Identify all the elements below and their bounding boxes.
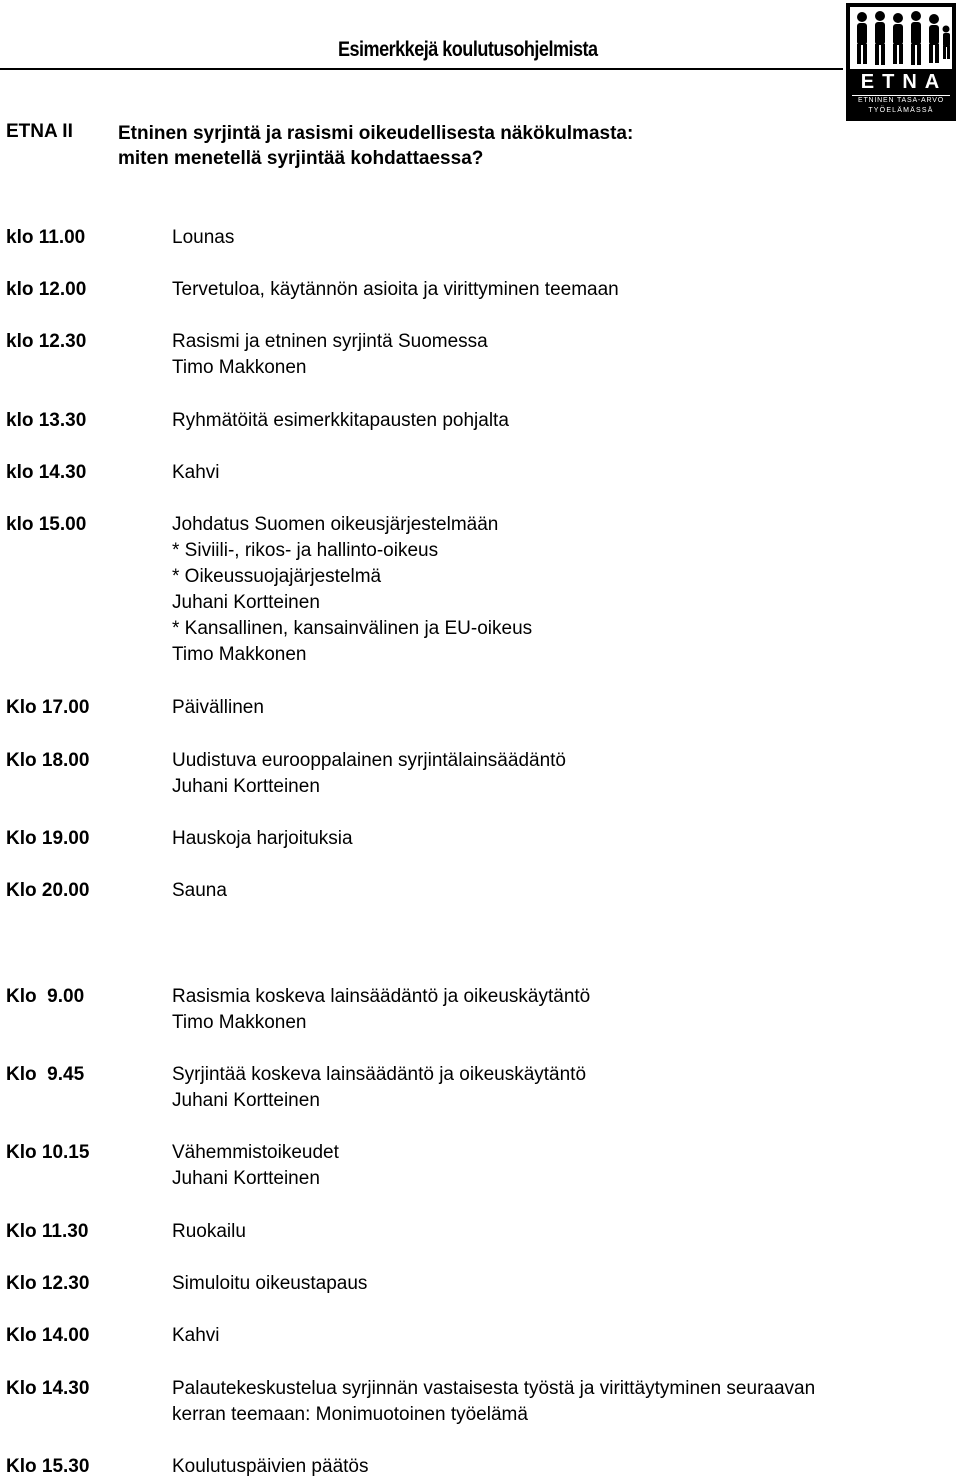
schedule-item [172,695,264,721]
logo-subtitle-1: ETNINEN TASA-ARVO [858,97,944,104]
schedule-item [172,1376,815,1428]
module-code: ETNA II [6,121,73,142]
schedule-time: Klo 11.30 [6,1221,89,1242]
schedule-item-line: Tervetuloa, käytännön asioita ja virittyminen teemaan [172,279,619,300]
schedule-item-line: Rasismi ja etninen syrjintä Suomessa [172,331,488,352]
schedule-time: Klo 12.30 [6,1273,90,1294]
schedule-item [172,512,532,668]
schedule-item [172,984,590,1036]
schedule-item [172,1140,339,1192]
schedule-item-line: Vähemmistoikeudet [172,1142,339,1163]
schedule-item-line: Johdatus Suomen oikeusjärjestelmään [172,514,499,535]
module-title [118,121,633,171]
schedule-item-line: Sauna [172,880,227,901]
schedule-item [172,460,220,486]
etna-logo [846,3,956,121]
schedule-item [172,277,619,303]
module-title-line-1: Etninen syrjintä ja rasismi oikeudellisesta näkökulmasta: [118,123,634,144]
schedule-item-line: Päivällinen [172,697,264,718]
schedule-item [172,408,509,434]
schedule-time: Klo 9.00 [6,986,85,1007]
schedule-item-line: Kahvi [172,1325,220,1346]
schedule-item-line: Kahvi [172,462,220,483]
schedule-item-line: Hauskoja harjoituksia [172,828,353,849]
schedule-item-line: Uudistuva eurooppalainen syrjintälainsäädäntö [172,750,566,771]
schedule-item [172,826,353,852]
schedule-item [172,1454,368,1480]
schedule-item-line: Palautekeskustelua syrjinnän vastaisesta työstä ja virittäytyminen seuraavan [172,1378,816,1399]
schedule-item [172,329,488,381]
schedule-time: Klo 20.00 [6,880,90,901]
schedule-item-line: Lounas [172,227,235,248]
schedule-item-line: * Kansallinen, kansainvälinen ja EU-oikeus [172,618,533,639]
schedule-item-line: Koulutuspäivien päätös [172,1456,369,1477]
schedule-time: klo 14.30 [6,462,87,483]
logo-subtitle-2: TYÖELÄMÄSSÄ [868,107,934,114]
schedule-item-line: * Siviili-, rikos- ja hallinto-oikeus [172,540,439,561]
schedule-item [172,748,566,800]
schedule-item-line: Juhani Kortteinen [172,592,320,613]
schedule-item-line: Juhani Kortteinen [172,1168,320,1189]
module-title-line-2: miten menetellä syrjintää kohdattaessa? [118,148,484,169]
page-header-title: Esimerkkejä koulutusohjelmista [338,38,598,61]
schedule-time: Klo 10.15 [6,1142,90,1163]
schedule-item-line: Syrjintää koskeva lainsäädäntö ja oikeuskäytäntö [172,1064,587,1085]
schedule-item [172,1219,246,1245]
schedule-item [172,1271,367,1297]
schedule-item-line: Timo Makkonen [172,1012,307,1033]
schedule-item [172,225,234,251]
schedule-item [172,1323,220,1349]
schedule-item-line: kerran teemaan: Monimuotoinen työelämä [172,1404,528,1425]
schedule-time: Klo 17.00 [6,697,90,718]
schedule-time: klo 12.30 [6,331,87,352]
schedule-item-line: Timo Makkonen [172,357,307,378]
schedule-time: klo 12.00 [6,279,87,300]
logo-divider [852,95,950,96]
schedule-item-line: Juhani Kortteinen [172,776,320,797]
schedule-time: klo 11.00 [6,227,86,248]
logo-figures-image [850,7,952,69]
schedule-time: Klo 15.30 [6,1456,90,1477]
schedule-item-line: Ryhmätöitä esimerkkitapausten pohjalta [172,410,509,431]
schedule-time: Klo 18.00 [6,750,90,771]
schedule-time: Klo 14.30 [6,1378,90,1399]
schedule-item-line: Simuloitu oikeustapaus [172,1273,368,1294]
schedule-time: Klo 19.00 [6,828,90,849]
logo-wordmark: ETNA [860,71,948,93]
schedule-item-line: * Oikeussuojajärjestelmä [172,566,382,587]
schedule-item-line: Rasismia koskeva lainsäädäntö ja oikeuskäytäntö [172,986,591,1007]
schedule-item-line: Juhani Kortteinen [172,1090,320,1111]
schedule-item [172,1062,586,1114]
schedule-time: klo 13.30 [6,410,87,431]
schedule-item-line: Timo Makkonen [172,644,307,665]
schedule-item-line: Ruokailu [172,1221,246,1242]
schedule-time: klo 15.00 [6,514,87,535]
schedule-item [172,878,227,904]
header-divider [0,68,843,70]
schedule-time: Klo 14.00 [6,1325,90,1346]
schedule-time: Klo 9.45 [6,1064,85,1085]
